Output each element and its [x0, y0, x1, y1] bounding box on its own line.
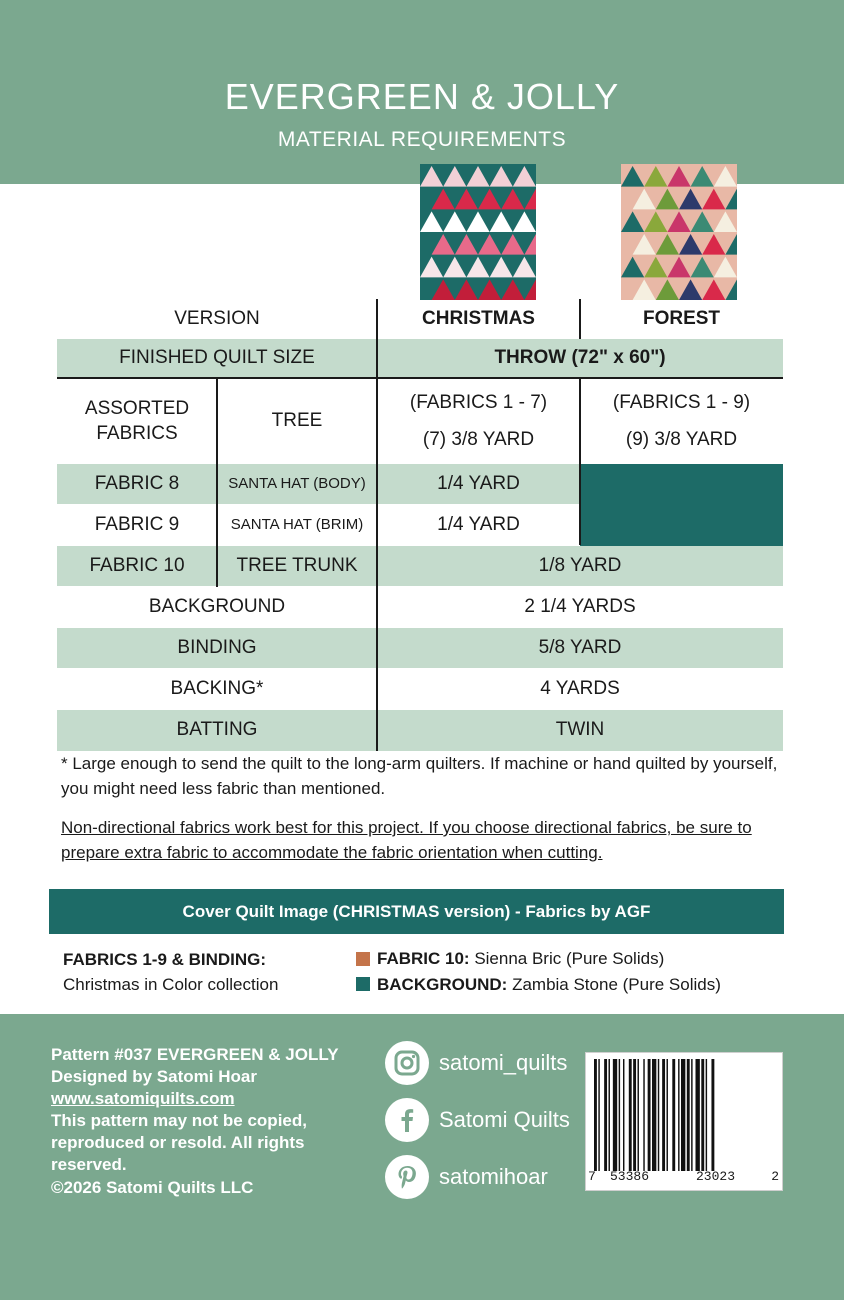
page-title: EVERGREEN & JOLLY	[224, 76, 620, 117]
fabric8-label: FABRIC 8	[94, 472, 180, 494]
table-rule	[57, 377, 783, 379]
version-label: VERSION	[174, 307, 260, 329]
backing-value: 4 YARDS	[540, 677, 620, 699]
table-divider-main	[376, 299, 378, 751]
facebook-link[interactable]	[385, 1098, 570, 1142]
barcode-digits-right: 23023	[696, 1169, 736, 1184]
pinterest-link[interactable]	[385, 1155, 548, 1199]
table-divider-sub	[216, 379, 218, 587]
cover-quilt-banner: Cover Quilt Image (CHRISTMAS version) - Fabrics by AGF	[49, 889, 784, 934]
assorted-sub: TREE	[271, 410, 323, 432]
forest-quilt-thumbnail	[621, 164, 737, 300]
copyright-notice-1: This pattern may not be copied,	[51, 1111, 307, 1131]
barcode-digit-check: 2	[771, 1169, 779, 1184]
fabric9-label: FABRIC 9	[94, 513, 180, 535]
background-credit	[356, 972, 721, 998]
barcode-digits-left: 53386	[610, 1169, 650, 1184]
table-row-batting	[57, 710, 783, 751]
instagram-icon	[385, 1041, 429, 1085]
footnote-text: * Large enough to send the quilt to the long-arm quilters. If machine or hand quilted by yourself, you might need less fabric than mentioned.	[61, 754, 778, 798]
solids-credit	[356, 946, 721, 997]
background-credit-label: BACKGROUND:	[377, 974, 508, 994]
assorted-label-line1: ASSORTED	[84, 397, 190, 419]
designer-credit: Designed by Satomi Hoar	[51, 1067, 257, 1087]
finished-size-label: FINISHED QUILT SIZE	[119, 346, 315, 368]
copyright-notice-3: reserved.	[51, 1155, 127, 1175]
backing-label: BACKING*	[170, 677, 264, 699]
fabric9-sub: SANTA HAT (BRIM)	[230, 516, 364, 534]
facebook-icon	[385, 1098, 429, 1142]
instagram-handle: satomi_quilts	[439, 1050, 568, 1075]
barcode	[585, 1052, 783, 1191]
fabric10-value: 1/8 YARD	[538, 554, 622, 576]
christmas-header: CHRISTMAS	[422, 307, 535, 329]
assorted-forest-line1: (FABRICS 1 - 9)	[612, 392, 751, 414]
sienna-swatch	[356, 952, 370, 966]
binding-label: BINDING	[177, 636, 257, 658]
zambia-swatch	[356, 977, 370, 991]
table-divider-header	[579, 299, 581, 339]
assorted-forest	[580, 379, 783, 464]
table-row-backing	[57, 669, 783, 709]
background-label: BACKGROUND	[148, 595, 286, 617]
table-row-background	[57, 587, 783, 627]
fabrics-credit-text: Christmas in Color collection	[63, 974, 279, 994]
fabric10-credit	[356, 946, 721, 972]
forest-header: FOREST	[642, 307, 721, 329]
pinterest-icon	[385, 1155, 429, 1199]
finished-size-value: THROW (72" x 60")	[494, 346, 666, 368]
barcode-digit-lead: 7	[588, 1169, 596, 1184]
table-row-version	[57, 299, 783, 339]
christmas-quilt-thumbnail	[420, 164, 536, 300]
copyright-line: ©2026 Satomi Quilts LLC	[51, 1177, 254, 1197]
table-row-assorted	[57, 379, 783, 464]
assorted-forest-line2: (9) 3/8 YARD	[625, 428, 738, 450]
copyright-notice-2: reproduced or resold. All rights	[51, 1133, 305, 1153]
fabric10-sub: TREE TRUNK	[236, 554, 358, 576]
instagram-link[interactable]	[385, 1041, 567, 1085]
assorted-christmas-line1: (FABRICS 1 - 7)	[409, 392, 548, 414]
table-row-fabric10	[57, 546, 783, 586]
fabric10-label: FABRIC 10	[89, 554, 185, 576]
table-divider-versions	[579, 379, 581, 545]
fabric9-christmas: 1/4 YARD	[437, 513, 520, 535]
footer-info	[51, 1044, 391, 1199]
assorted-label	[57, 379, 217, 464]
material-requirements-table	[57, 299, 783, 751]
fabric10-credit-label: FABRIC 10:	[377, 949, 470, 968]
forest-not-applicable-block	[580, 464, 783, 546]
pinterest-handle: satomihoar	[439, 1164, 548, 1189]
batting-value: TWIN	[555, 719, 605, 741]
assorted-christmas	[377, 379, 580, 464]
fabrics-credit	[63, 948, 278, 997]
batting-label: BATTING	[176, 719, 258, 741]
binding-value: 5/8 YARD	[538, 636, 622, 658]
page-subtitle: MATERIAL REQUIREMENTS	[277, 128, 567, 151]
background-credit-value: Zambia Stone (Pure Solids)	[512, 974, 721, 994]
facebook-handle: Satomi Quilts	[439, 1107, 570, 1132]
assorted-label-line2: FABRICS	[96, 422, 178, 444]
table-row-finished-size	[57, 339, 783, 377]
website-link[interactable]: www.satomiquilts.com	[51, 1089, 235, 1109]
directional-note: Non-directional fabrics work best for this project. If you choose directional fabrics, be sure to prepare extra fabric to accommodate the fabric orientation when cutting.	[61, 818, 752, 862]
table-row-binding	[57, 628, 783, 668]
fabric8-sub: SANTA HAT (BODY)	[228, 475, 366, 493]
pattern-number: Pattern #037 EVERGREEN & JOLLY	[51, 1045, 339, 1064]
background-value: 2 1/4 YARDS	[524, 595, 636, 617]
fabric8-christmas: 1/4 YARD	[437, 472, 520, 494]
fabrics-credit-title: FABRICS 1-9 & BINDING:	[63, 950, 267, 969]
assorted-christmas-line2: (7) 3/8 YARD	[422, 428, 535, 450]
fabric10-credit-value: Sienna Bric (Pure Solids)	[474, 949, 665, 968]
